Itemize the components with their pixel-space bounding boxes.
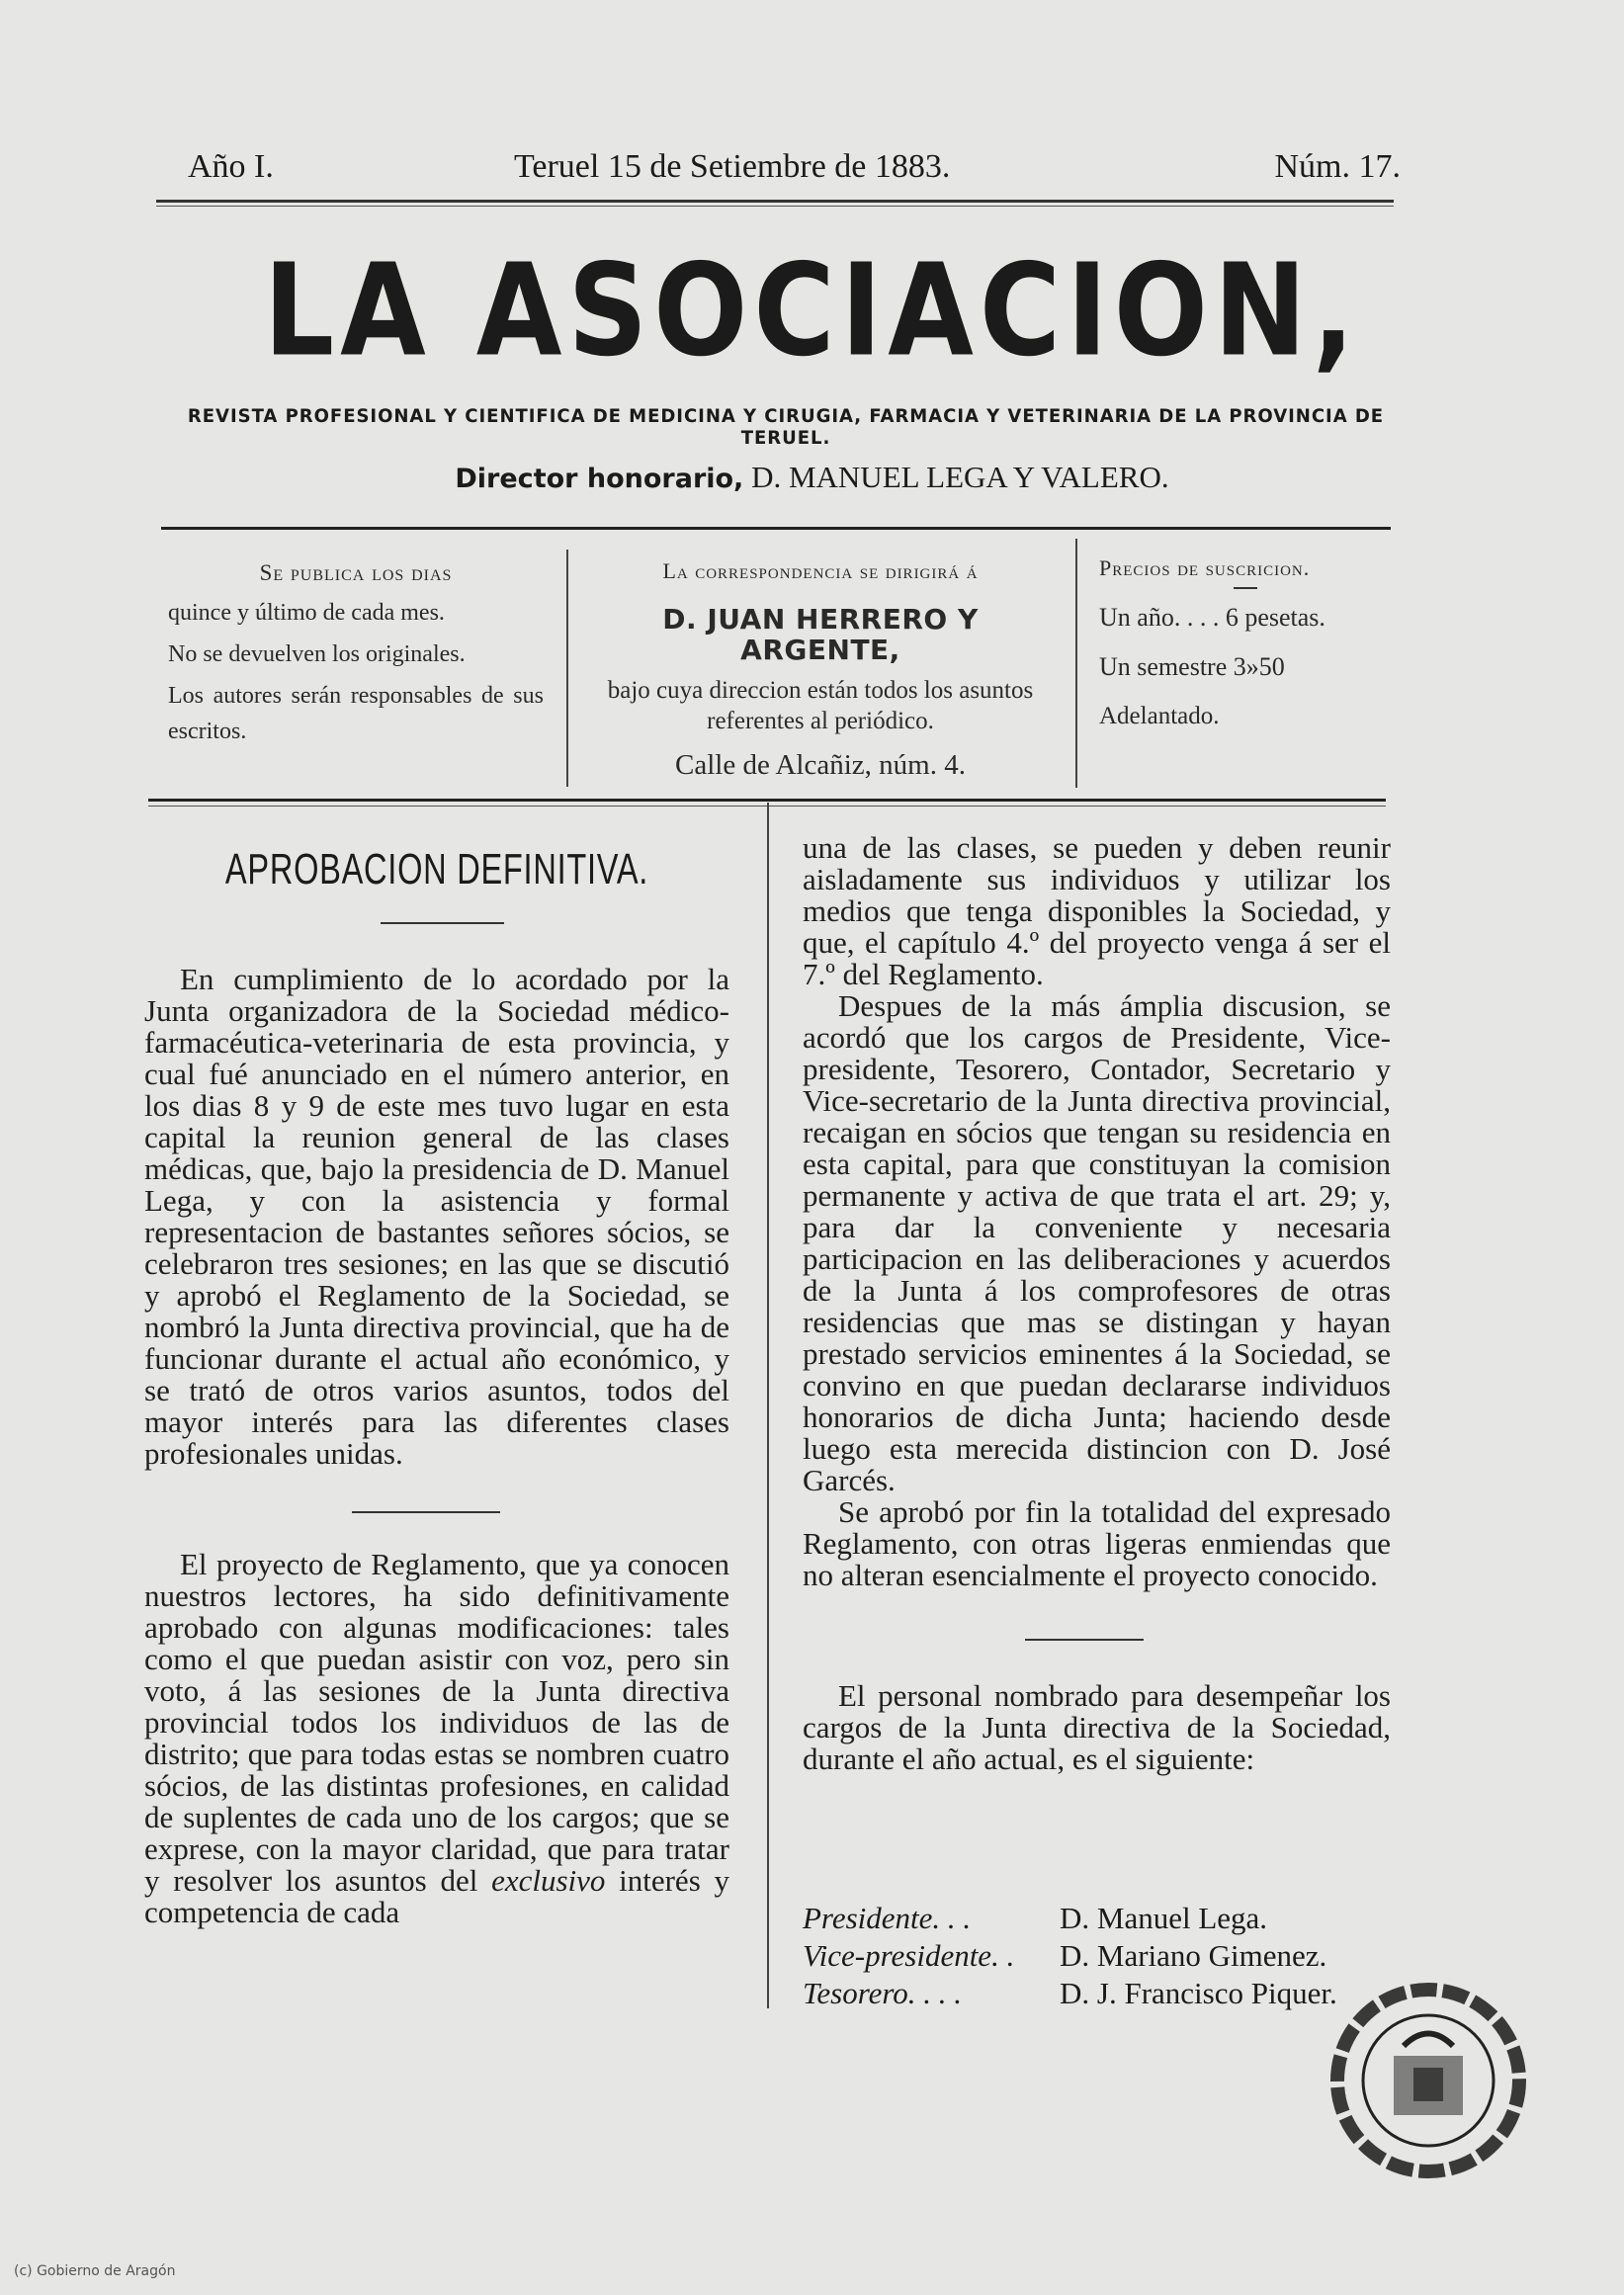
info-top-rule [161,527,1391,530]
issue-header [188,148,1401,196]
correspondence-line1: bajo cuya direccion están todos los asuntos referentes al periódico. [607,677,1034,734]
price-note: Adelantado. [1099,703,1220,729]
correspondence-address: Calle de Alcañiz, núm. 4. [675,749,966,781]
issue-number: Núm. 17. [1274,148,1401,185]
publication-heading: Se publica los dias [259,560,453,585]
emphasis-word: exclusivo [491,1863,606,1898]
article-paragraph-5: Se aprobó por fin la totalidad del expresado Reglamento, con otras ligeras enmiendas que no alteran esencialmente el proyecto conocido. [803,1494,1391,1592]
director-line [0,460,1624,495]
title-rule [381,922,504,924]
correspondence-name: D. JUAN HERRERO Y ARGENTE, [662,603,979,666]
left-column [144,964,729,1928]
info-bottom-rule [148,799,1386,802]
article-paragraph-2: El proyecto de Reglamento, que ya conocen nuestros lectores, ha sido definitivamente aprobado con algunas modificaciones: tales como el que puedan asistir con voz, pero sin voto, á las sesiones de la Junta directiva provincial todos los individuos de las de distrito; que para todas estas se nombren cuatro sócios, de las distintas profesiones, en calidad de suplentes de cada uno de los cargos; que se exprese, con la mayor claridad, que para tratar y resolver los asuntos del exclusivo interés y competencia de cada [144,1547,729,1929]
board-member: Tesorero. . . . D. J. Francisco Piquer. [803,1976,1337,2010]
article-paragraph-4: Despues de la más ámplia discusion, se acordó que los cargos de Presidente, Vice-presidente, Tesorero, Contador, Secretario y Vice-secretario de la Junta directiva provincial, recaigan en sócios que tengan su residencia en esta capital, para que constituyan la comision permanente y activa de que trata el art. 29; y, para dar la conveniente y necesaria participacion en las deliberaciones y acuerdos de la Junta á los comprofesores de otras residencias que mas se distingan y hayan prestado servicios eminentes á la Sociedad, se convino en que puedan declararse individuos honorarios de dicha Junta; haciendo desde luego esta merecida distincion con D. José Garcés. [803,988,1391,1497]
article-title: APROBACION DEFINITIVA. [224,845,649,893]
prices-dash [1234,587,1257,589]
board-member: Presidente. . . D. Manuel Lega. [803,1901,1268,1935]
director-name: D. MANUEL LEGA Y VALERO. [751,460,1169,494]
correspondence-info [588,553,1053,781]
column-separator [767,803,769,2008]
section-rule-2 [1025,1639,1144,1641]
masthead-title: LA ASOCIACION, [263,237,1361,385]
section-rule-1 [352,1511,500,1513]
library-stamp-icon [1325,1977,1532,2184]
info-divider-1 [566,550,568,787]
correspondence-heading: La correspondencia se dirigirá á [662,558,979,583]
publication-line1: quince y último de cada mes. [168,600,445,626]
header-rule-thin [156,206,1394,207]
price-semester: Un semestre 3»50 [1099,652,1285,681]
issue-year: Año I. [188,148,274,185]
prices-info [1099,553,1396,741]
article-paragraph-3: una de las clases, se pueden y deben reunir aisladamente sus individuos y utilizar los medios que tenga disponibles la Sociedad, y que, el capítulo 4.º del proyecto venga á ser el 7.º del Reglamento. [803,830,1391,991]
issue-dateline: Teruel 15 de Setiembre de 1883. [514,148,951,185]
header-rule [156,200,1394,203]
article-paragraph-1: En cumplimiento de lo acordado por la Junta organizadora de la Sociedad médico-farmacéutica-veterinaria de esta provincia, y cual fué anunciado en el número anterior, en los dias 8 y 9 de este mes tuvo lugar en esta capital la reunion general de las clases médicas, que, bajo la presidencia de D. Manuel Lega, y con la asistencia y formal representacion de bastantes señores sócios, se celebraron tres sesiones; en las que se discutió y aprobó el Reglamento de la Sociedad, se nombró la Junta directiva provincial, que ha de funcionar durante el actual año económico, y se trató de otros varios asuntos, todos del mayor interés para las diferentes clases profesionales unidas. [144,962,729,1471]
director-label: Director honorario, [455,464,744,494]
right-column [803,832,1391,1775]
article-paragraph-6: El personal nombrado para desempeñar los cargos de la Junta directiva de la Sociedad, durante el año actual, es el siguiente: [803,1678,1391,1776]
masthead-subtitle: REVISTA PROFESIONAL Y CIENTIFICA DE MEDICINA Y CIRUGIA, FARMACIA Y VETERINARIA DE LA PROVINCIA DE TERUEL. [187,405,1385,449]
board-members-list [803,1900,1396,2012]
publication-line3: Los autores serán responsables de sus escritos. [168,683,544,744]
prices-heading: Precios de suscricion. [1099,555,1311,580]
price-year: Un año. . . . 6 pesetas. [1099,603,1325,632]
copyright-credit: (c) Gobierno de Aragón [14,2263,176,2279]
publication-info [168,553,544,749]
board-member: Vice-presidente. . D. Mariano Gimenez. [803,1938,1327,1973]
publication-line2: No se devuelven los originales. [168,641,466,667]
info-divider-2 [1075,539,1077,788]
